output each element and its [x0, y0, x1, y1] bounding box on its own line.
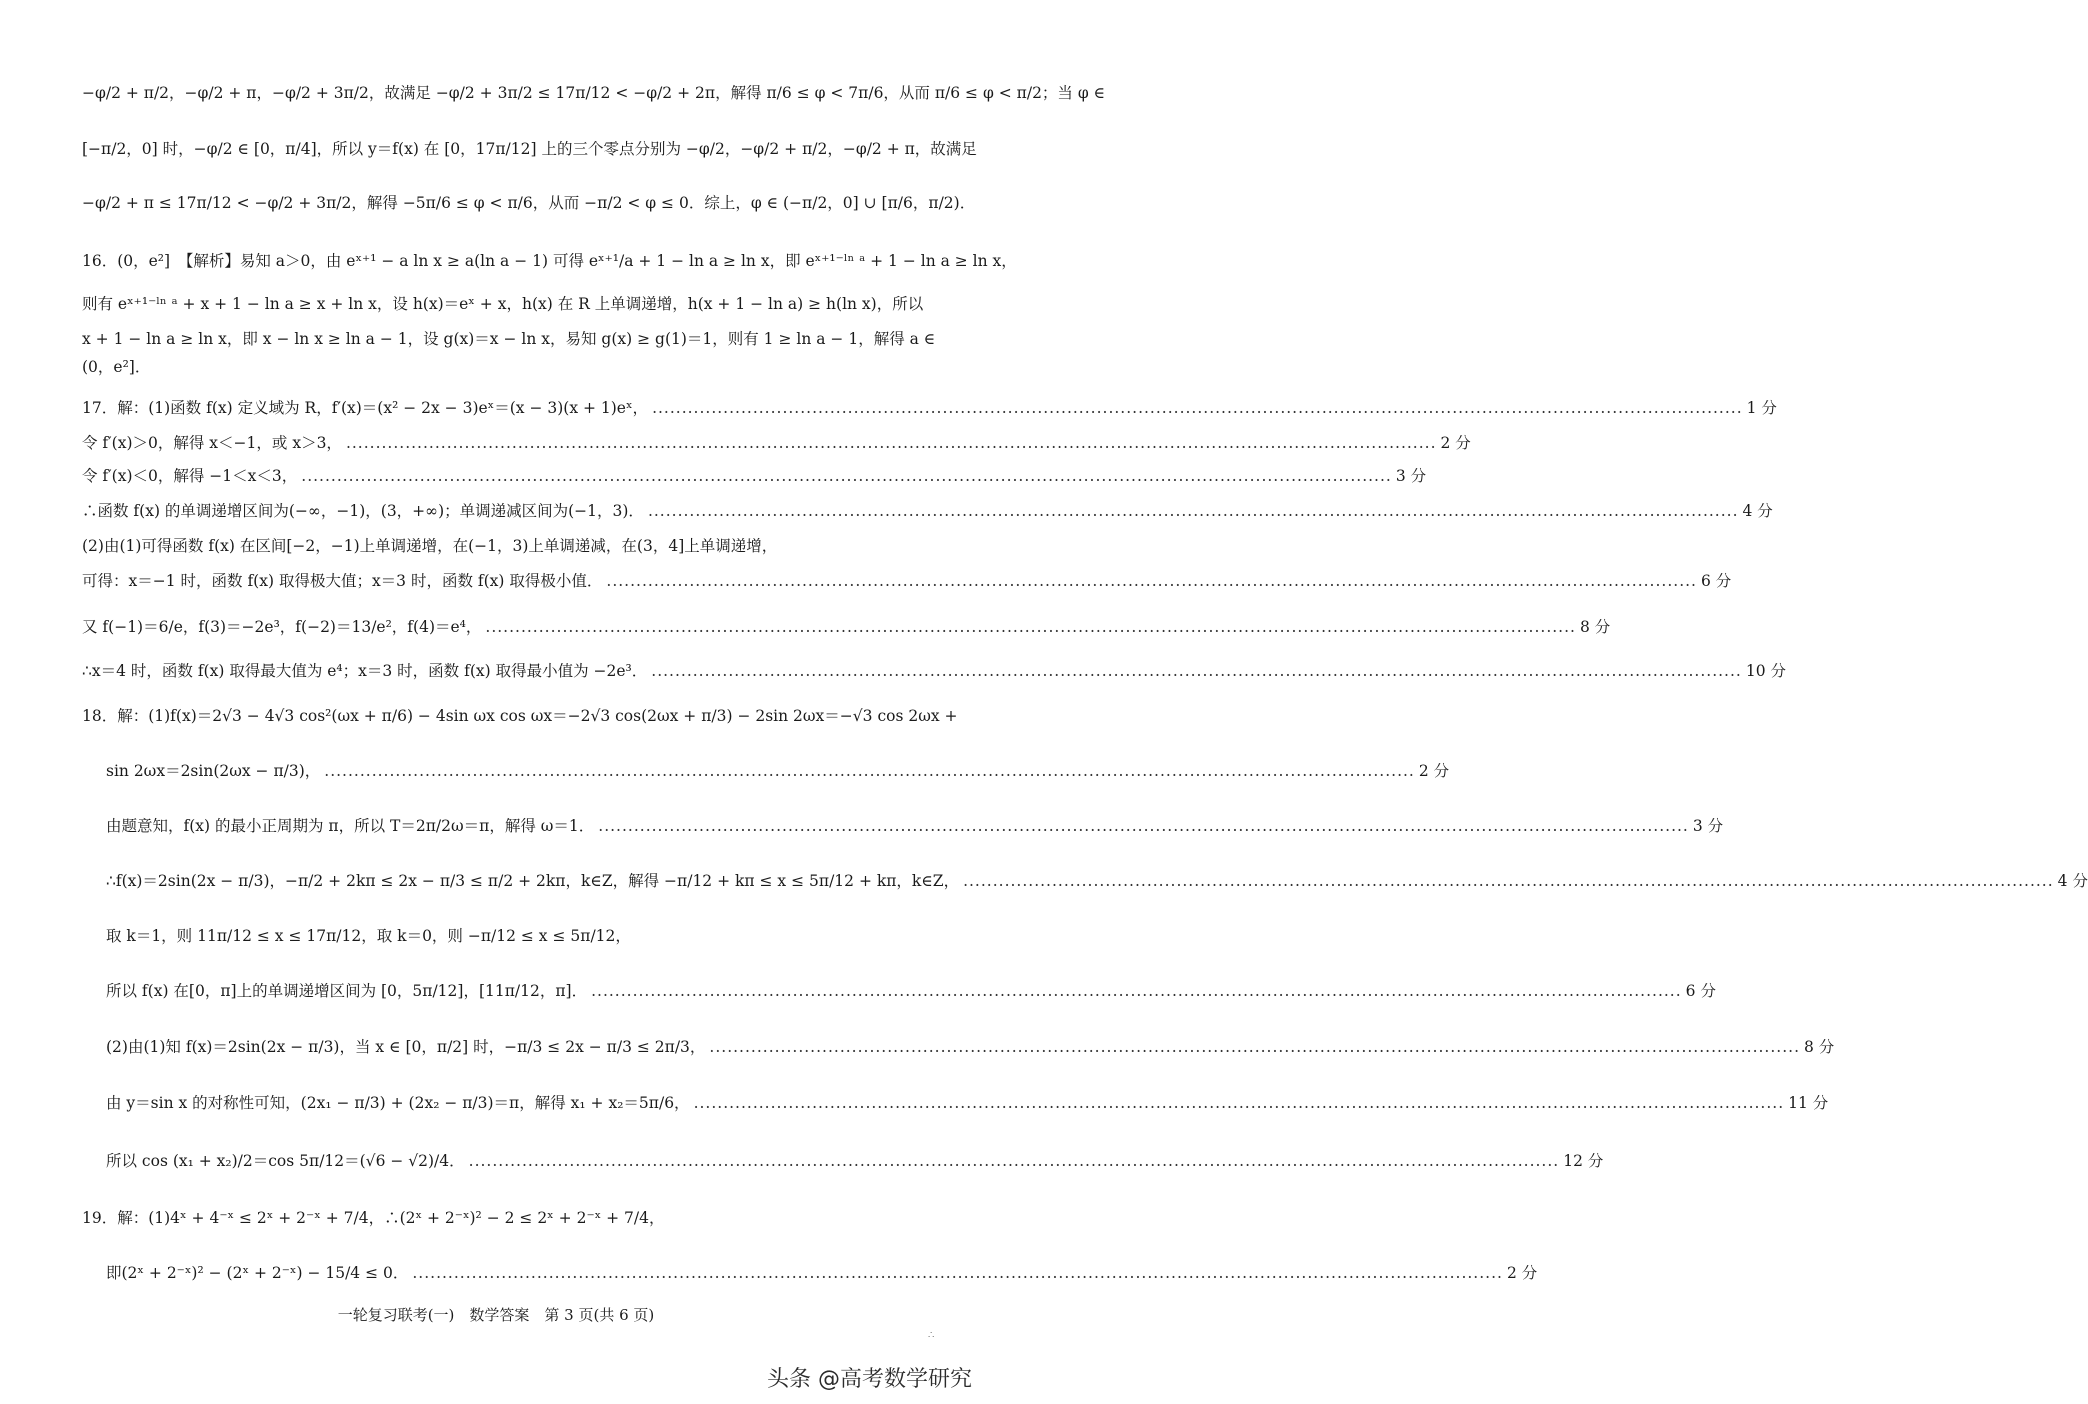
- text-line: ∴x＝4 时，函数 f(x) 取得最大值为 e⁴；x＝3 时，函数 f(x) 取得最小值为 −2e³． ..... 10 分: [82, 660, 900, 682]
- dot-leader: [598, 815, 1689, 837]
- text-line: ∴函数 f(x) 的单调递增区间为(−∞，−1)，(3，+∞)；单调递减区间为(−1，3)． ..... 4 分: [82, 500, 900, 522]
- dot-leader: [709, 1036, 1800, 1058]
- dot-leader: [651, 660, 1742, 682]
- dot-leader: [606, 570, 1697, 592]
- dot-leader: [485, 616, 1576, 638]
- text-line: (2)由(1)可得函数 f(x) 在区间[−2，−1)上单调递增，在(−1，3)上单调递减，在(3，4]上单调递增，: [82, 537, 778, 555]
- text-line: −φ/2 + π/2，−φ/2 + π，−φ/2 + 3π/2，故满足 −φ/2 + 3π/2 ≤ 17π/12 < −φ/2 + 2π，解得 π/6 ≤ φ < 7π/6，从而 π/6 ≤ φ < π/2；当 φ ∈: [82, 84, 1106, 102]
- text-line: 由题意知，f(x) 的最小正周期为 π，所以 T＝2π/2ω＝π，解得 ω＝1． ..... 3 分: [106, 815, 900, 837]
- dot-leader: [469, 1150, 1560, 1172]
- score: 3 分: [1692, 817, 1724, 835]
- dot-leader: [694, 1092, 1785, 1114]
- text-line: 即(2ˣ + 2⁻ˣ)² − (2ˣ + 2⁻ˣ) − 15/4 ≤ 0． ..... 2 分: [106, 1262, 900, 1284]
- dot-leader: [324, 760, 1415, 782]
- text-line: 由 y＝sin x 的对称性可知，(2x₁ − π/3) + (2x₂ − π/3)＝π，解得 x₁ + x₂＝5π/6， ..... 11 分: [106, 1092, 900, 1114]
- dot-leader: [963, 870, 2054, 892]
- dot-leader: [648, 500, 1739, 522]
- text-line: [−π/2，0] 时，−φ/2 ∈ [0，π/4]，所以 y＝f(x) 在 [0，17π/12] 上的三个零点分别为 −φ/2，−φ/2 + π/2，−φ/2 + π，故满足: [82, 140, 977, 158]
- text-line: (0，e²]．: [82, 358, 151, 376]
- text-line: 令 f′(x)＞0，解得 x＜−1，或 x＞3， ..... 2 分: [82, 432, 900, 454]
- text-line: x + 1 − ln a ≥ ln x，即 x − ln x ≥ ln a − 1，设 g(x)＝x − ln x，易知 g(x) ≥ g(1)＝1，则有 1 ≥ ln a − 1，解得 a ∈: [82, 330, 936, 348]
- dot-leader: [301, 465, 1392, 487]
- text-line: 又 f(−1)＝6/e，f(3)＝−2e³，f(−2)＝13/e²，f(4)＝e⁴， ..... 8 分: [82, 616, 900, 638]
- dot-leader: [652, 397, 1743, 419]
- text-line: −φ/2 + π ≤ 17π/12 < −φ/2 + 3π/2，解得 −5π/6 ≤ φ < π/6，从而 −π/2 < φ ≤ 0．综上，φ ∈ (−π/2，0] ∪ [π/6，π/2)．: [82, 194, 976, 212]
- score: 2 分: [1418, 762, 1450, 780]
- dot-leader: [412, 1262, 1503, 1284]
- score: 8 分: [1804, 1038, 1835, 1056]
- text-line: 所以 cos (x₁ + x₂)/2＝cos 5π/12＝(√6 − √2)/4． ..... 12 分: [106, 1150, 900, 1172]
- problem-18-line: 18．解：(1)f(x)＝2√3 − 4√3 cos²(ωx + π/6) − 4sin ωx cos ωx＝−2√3 cos(2ωx + π/3) − 2sin 2ωx＝−√3 cos 2ωx +: [82, 707, 958, 725]
- text-line: sin 2ωx＝2sin(2ωx − π/3)， ..... 2 分: [106, 760, 900, 782]
- text-line: 则有 eˣ⁺¹⁻ˡⁿ ᵃ + x + 1 − ln a ≥ x + ln x，设 h(x)＝eˣ + x，h(x) 在 R 上单调递增，h(x + 1 − ln a) ≥ h(ln x)，所以: [82, 295, 924, 313]
- page-footer: 一轮复习联考(一) 数学答案 第 3 页(共 6 页): [337, 1306, 655, 1324]
- score: 11 分: [1788, 1094, 1829, 1112]
- text-line: 所以 f(x) 在[0，π]上的单调递增区间为 [0，5π/12]，[11π/12，π]． ..... 6 分: [106, 980, 900, 1002]
- score: 4 分: [2057, 872, 2088, 890]
- problem-17-line: 17．解：(1)函数 f(x) 定义域为 R，f′(x)＝(x² − 2x − 3)eˣ＝(x − 3)(x + 1)eˣ， ..... 1 分: [82, 397, 900, 419]
- score: 6 分: [1685, 982, 1716, 1000]
- text-line: 可得：x＝−1 时，函数 f(x) 取得极大值；x＝3 时，函数 f(x) 取得极小值． ..... 6 分: [82, 570, 900, 592]
- problem-19-line: 19．解：(1)4ˣ + 4⁻ˣ ≤ 2ˣ + 2⁻ˣ + 7/4，∴(2ˣ + 2⁻ˣ)² − 2 ≤ 2ˣ + 2⁻ˣ + 7/4，: [82, 1209, 665, 1227]
- score: 12 分: [1563, 1152, 1604, 1170]
- text-line: ∴f(x)＝2sin(2x − π/3)，−π/2 + 2kπ ≤ 2x − π/3 ≤ π/2 + 2kπ，k∈Z，解得 −π/12 + kπ ≤ x ≤ 5π/12 + kπ，k∈Z， ..... 4 分: [106, 870, 900, 892]
- text-line: 令 f′(x)＜0，解得 −1＜x＜3， ..... 3 分: [82, 465, 900, 487]
- score: 6 分: [1700, 572, 1732, 590]
- corner-mark: ∴: [928, 1330, 935, 1341]
- text-line: (2)由(1)知 f(x)＝2sin(2x − π/3)，当 x ∈ [0，π/2] 时，−π/3 ≤ 2x − π/3 ≤ 2π/3， ..... 8 分: [106, 1036, 900, 1058]
- score: 10 分: [1745, 662, 1786, 680]
- text-line: 取 k＝1，则 11π/12 ≤ x ≤ 17π/12，取 k＝0，则 −π/12 ≤ x ≤ 5π/12，: [106, 927, 631, 945]
- dot-leader: [591, 980, 1682, 1002]
- dot-leader: [346, 432, 1437, 454]
- score: 3 分: [1395, 467, 1427, 485]
- score: 4 分: [1742, 502, 1773, 520]
- score: 8 分: [1579, 618, 1611, 636]
- problem-16-line: 16．(0，e²] 【解析】易知 a＞0，由 eˣ⁺¹ − a ln x ≥ a(ln a − 1) 可得 eˣ⁺¹/a + 1 − ln a ≥ ln x，即 eˣ⁺¹⁻ˡⁿ ᵃ + 1 − ln a ≥ ln x，: [82, 252, 1017, 270]
- score: 1 分: [1746, 399, 1777, 417]
- score: 2 分: [1506, 1264, 1538, 1282]
- watermark: 头条 @高考数学研究: [767, 1367, 972, 1392]
- score: 2 分: [1440, 434, 1471, 452]
